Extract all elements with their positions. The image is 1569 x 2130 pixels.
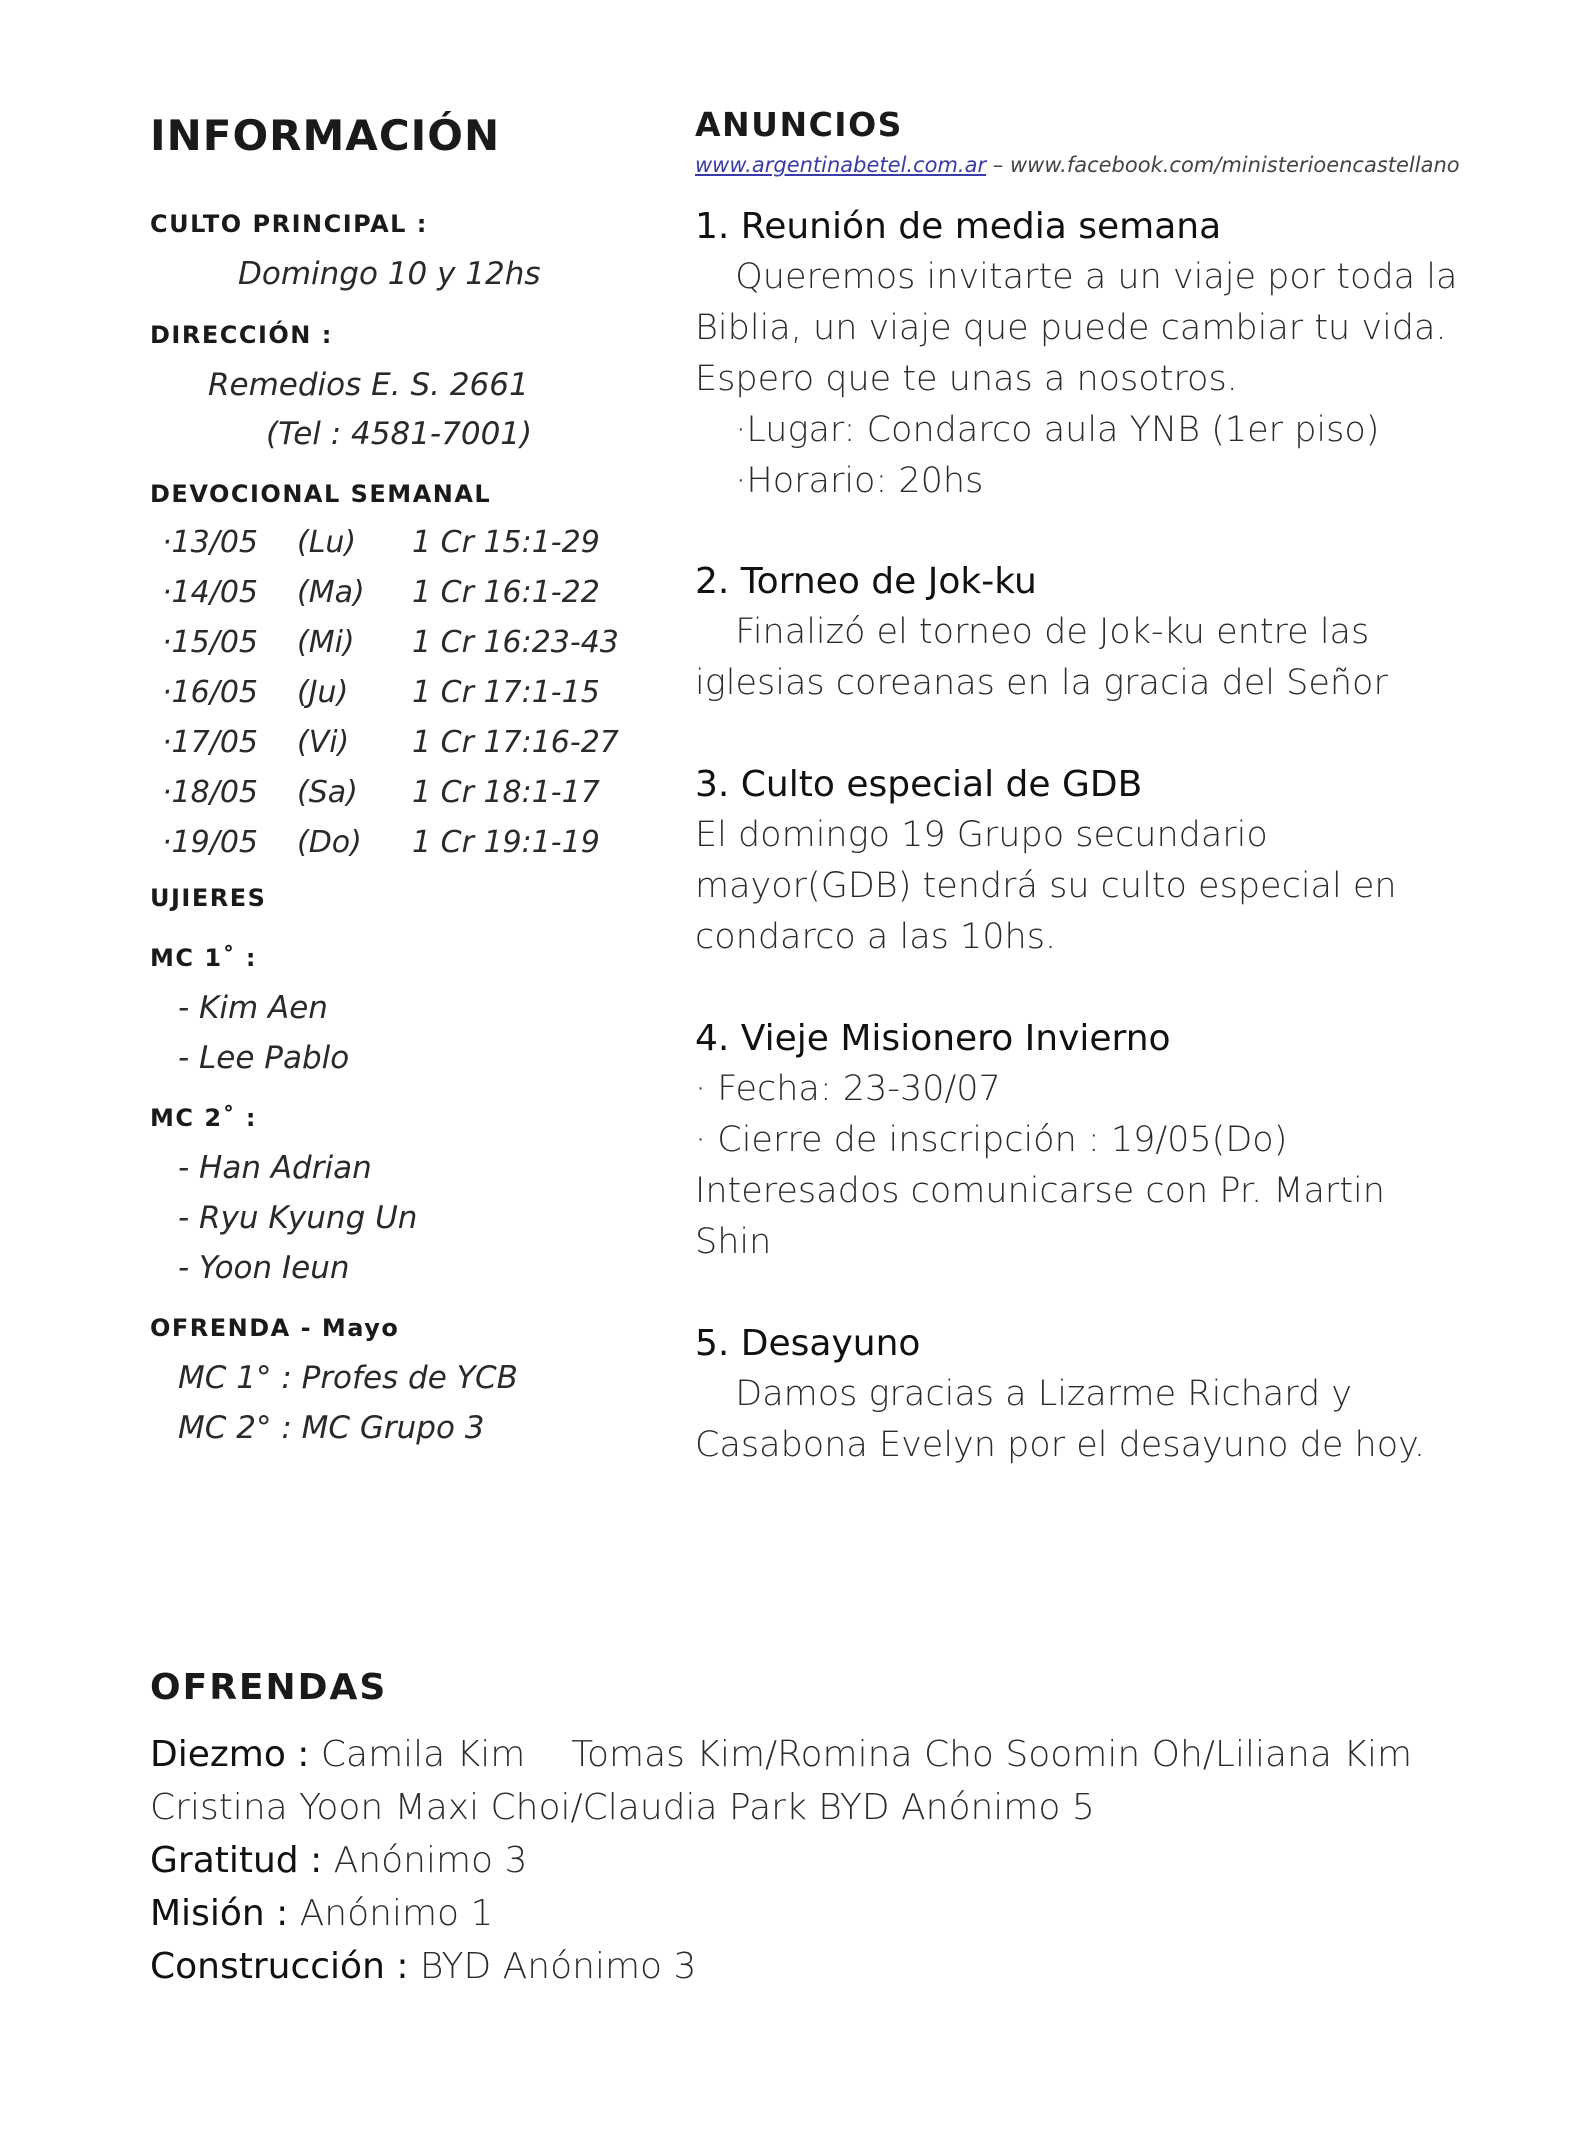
- anuncio-line: Finalizó el torneo de Jok-ku entre las: [713, 612, 1370, 652]
- website-link[interactable]: www.argentinabetel.com.ar: [695, 153, 987, 177]
- anuncios-column: [695, 102, 1495, 1465]
- ofrendas-title: OFRENDAS: [150, 1667, 388, 1708]
- devocional-reference: 1 Cr 17:16-27: [412, 725, 619, 760]
- devocional-date: ·18/05: [162, 775, 258, 810]
- informacion-column: [150, 108, 670, 1446]
- anuncio-line: · Cierre de inscripción : 19/05(Do): [695, 1120, 1288, 1160]
- diezmo-line-continued: Cristina Yoon Maxi Choi/Claudia Park BYD Anónimo 5: [150, 1787, 1095, 1828]
- anuncio-line: mayor(GDB) tendrá su culto especial en: [695, 866, 1397, 906]
- anuncio-title: 2. Torneo de Jok-ku: [695, 561, 1037, 602]
- mision-label: Misión :: [150, 1893, 289, 1934]
- devocional-date: ·19/05: [162, 825, 258, 860]
- anuncios-links: [695, 148, 1495, 182]
- devocional-day: (Vi): [297, 725, 350, 760]
- ofrenda-mayo-line: MC 2° : MC Grupo 3: [178, 1410, 485, 1446]
- gratitud-line: [150, 1834, 1450, 1887]
- devocional-reference: 1 Cr 19:1-19: [412, 825, 600, 860]
- anuncio-line: Damos gracias a Lizarme Richard y: [713, 1374, 1353, 1414]
- anuncio-line: Queremos invitarte a un viaje por toda la: [713, 257, 1458, 297]
- culto-principal-value: Domingo 10 y 12hs: [238, 256, 541, 292]
- devocional-day: (Ju): [297, 675, 349, 710]
- devocional-label: DEVOCIONAL SEMANAL: [150, 480, 492, 508]
- mc2-label: MC 2˚ :: [150, 1104, 258, 1132]
- mision-value: Anónimo 1: [288, 1893, 494, 1934]
- direccion-address: Remedios E. S. 2661: [208, 367, 529, 403]
- construccion-line: [150, 1940, 1450, 1993]
- devocional-date: ·15/05: [162, 625, 258, 660]
- anuncio-item: [695, 760, 1495, 963]
- devocional-date: ·14/05: [162, 575, 258, 610]
- ujieres-label: UJIERES: [150, 884, 267, 912]
- anuncio-line: El domingo 19 Grupo secundario: [695, 815, 1268, 855]
- devocional-reference: 1 Cr 17:1-15: [412, 675, 600, 710]
- devocional-day: (Sa): [297, 775, 358, 810]
- anuncio-item: [695, 1319, 1495, 1471]
- diezmo-label: Diezmo :: [150, 1734, 310, 1775]
- informacion-title: INFORMACIÓN: [150, 111, 501, 160]
- anuncio-line: Espero que te unas a nosotros.: [695, 359, 1238, 399]
- diezmo-names: Camila Kim Tomas Kim/Romina Cho Soomin Oh/Liliana Kim: [309, 1734, 1413, 1775]
- devocional-day: (Lu): [297, 525, 357, 560]
- direccion-phone: (Tel : 4581-7001): [266, 416, 533, 452]
- anuncio-line: Biblia, un viaje que puede cambiar tu vida.: [695, 308, 1447, 348]
- mc2-usher-name: - Yoon Ieun: [178, 1250, 350, 1286]
- anuncio-line: Shin: [695, 1222, 772, 1262]
- devocional-date: ·13/05: [162, 525, 258, 560]
- anuncio-line: ·Lugar: Condarco aula YNB (1er piso): [713, 410, 1380, 450]
- culto-principal-label: CULTO PRINCIPAL :: [150, 210, 428, 238]
- mc2-usher-name: - Han Adrian: [178, 1150, 372, 1186]
- anuncio-item: [695, 202, 1495, 507]
- anuncio-line: Casabona Evelyn por el desayuno de hoy.: [695, 1425, 1425, 1465]
- anuncio-line: Interesados comunicarse con Pr. Martin: [695, 1171, 1385, 1211]
- link-separator: –: [986, 153, 1010, 177]
- anuncio-item: [695, 1014, 1495, 1268]
- mision-line: [150, 1887, 1450, 1940]
- anuncio-line: iglesias coreanas en la gracia del Señor: [695, 663, 1388, 703]
- anuncios-title: ANUNCIOS: [695, 105, 903, 144]
- devocional-day: (Do): [297, 825, 362, 860]
- ofrendas-section: [150, 1660, 1450, 1993]
- devocional-date: ·16/05: [162, 675, 258, 710]
- devocional-reference: 1 Cr 18:1-17: [412, 775, 600, 810]
- mc2-usher-name: - Ryu Kyung Un: [178, 1200, 418, 1236]
- gratitud-label: Gratitud :: [150, 1840, 323, 1881]
- anuncio-title: 1. Reunión de media semana: [695, 206, 1222, 247]
- anuncio-line: ·Horario: 20hs: [713, 461, 984, 501]
- anuncio-title: 5. Desayuno: [695, 1323, 921, 1364]
- construccion-label: Construcción :: [150, 1946, 409, 1987]
- mc1-usher-name: - Kim Aen: [178, 990, 328, 1026]
- devocional-reference: 1 Cr 15:1-29: [412, 525, 600, 560]
- anuncio-line: condarco a las 10hs.: [695, 917, 1057, 957]
- anuncio-title: 4. Vieje Misionero Invierno: [695, 1018, 1171, 1059]
- direccion-label: DIRECCIÓN :: [150, 321, 333, 349]
- ofrenda-mayo-label: OFRENDA - Mayo: [150, 1314, 400, 1342]
- anuncio-item: [695, 557, 1495, 709]
- construccion-value: BYD Anónimo 3: [408, 1946, 697, 1987]
- gratitud-value: Anónimo 3: [322, 1840, 528, 1881]
- mc1-usher-name: - Lee Pablo: [178, 1040, 350, 1076]
- devocional-day: (Mi): [297, 625, 355, 660]
- devocional-reference: 1 Cr 16:1-22: [412, 575, 600, 610]
- facebook-link: www.facebook.com/ministerioencastellano: [1009, 153, 1460, 177]
- anuncio-line: · Fecha: 23-30/07: [695, 1069, 1001, 1109]
- devocional-reference: 1 Cr 16:23-43: [412, 625, 619, 660]
- devocional-date: ·17/05: [162, 725, 258, 760]
- ofrenda-mayo-line: MC 1° : Profes de YCB: [178, 1360, 518, 1396]
- devocional-day: (Ma): [297, 575, 365, 610]
- mc1-label: MC 1˚ :: [150, 944, 258, 972]
- anuncio-title: 3. Culto especial de GDB: [695, 764, 1143, 805]
- diezmo-line: [150, 1728, 1450, 1781]
